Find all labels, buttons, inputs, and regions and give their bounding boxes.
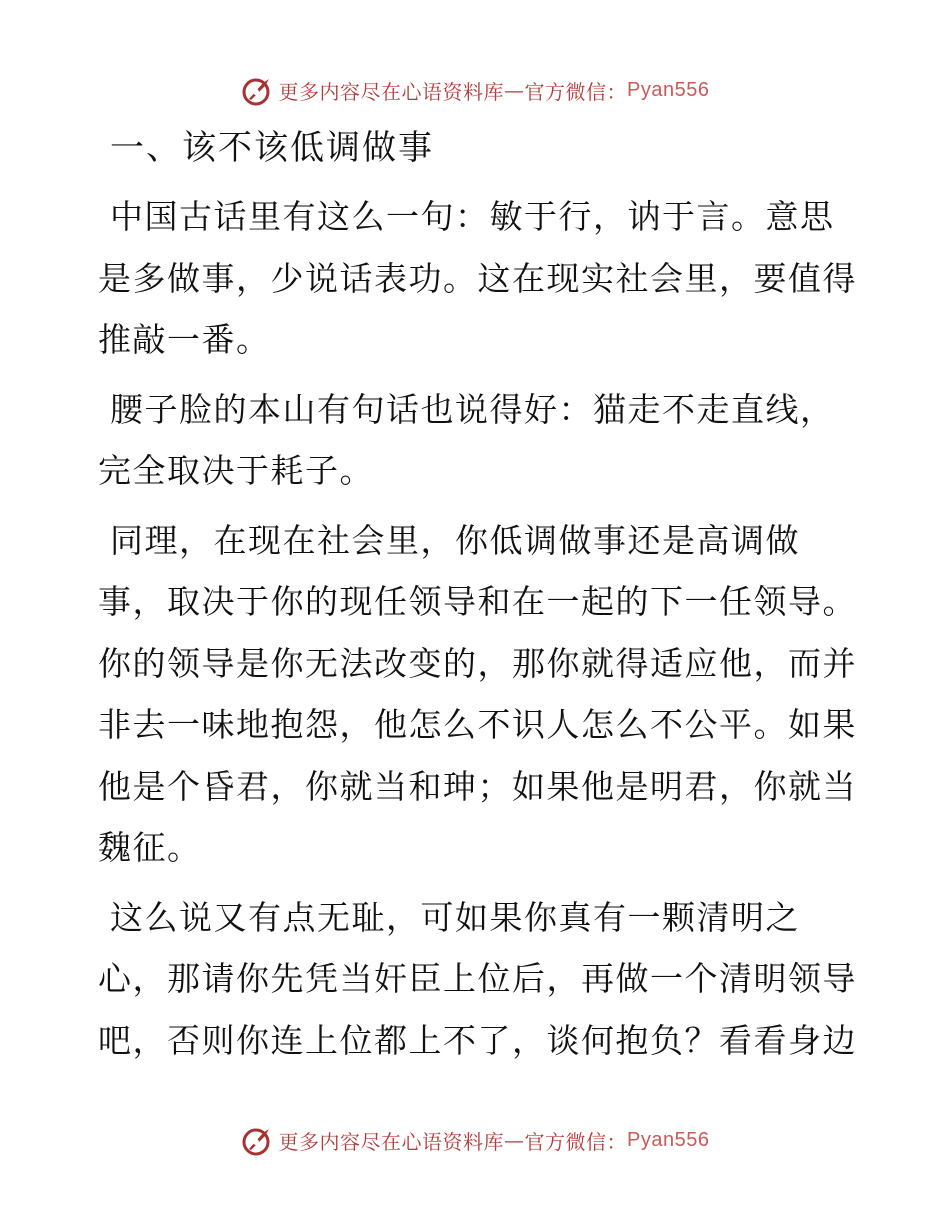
banner-dash: — [504,78,525,102]
paragraph-1 [98,186,858,371]
paragraph-4 [98,887,858,1072]
paragraph-line: 非去一味地抱怨，他怎么不识人怎么不公平。如果 [98,705,857,744]
paragraph-2 [98,379,858,502]
paragraph-line: 他是个昏君，你就当和珅；如果他是明君，你就当 [98,766,857,806]
paragraph-line: 心，那请你先凭当奸臣上位后，再做一个清明领导 [98,959,857,998]
banner-lead-text: 更多内容尽在心语资料库 [278,79,505,104]
banner-wechat-label: 官方微信： [524,1129,628,1154]
paragraph-line: 同理，在现在社会里，你低调做事还是高调做 [110,520,800,560]
pen-nib-circle-icon [241,1123,275,1157]
paragraph-3 [98,510,858,879]
banner-wechat-id: Pyan556 [627,78,710,101]
pen-nib-circle-icon [241,73,275,107]
paragraph-line: 事，取决于你的现任领导和在一起的下一任领导。 [98,582,857,621]
banner-dash: — [504,1128,525,1152]
footer-banner [0,1120,950,1160]
paragraph-line: 完全取决于耗子。 [98,451,374,490]
paragraph-line: 吧，否则你连上位都上不了，谈何抱负？看看身边 [98,1020,857,1060]
header-banner [0,70,950,110]
banner-lead-text: 更多内容尽在心语资料库 [278,1129,505,1154]
banner-wechat-id: Pyan556 [627,1128,710,1151]
paragraph-line: 中国古话里有这么一句：敏于行，讷于言。意思 [110,197,835,236]
banner-wechat-label: 官方微信： [524,79,628,104]
paragraph-line: 推敲一番。 [98,320,271,359]
paragraph-line: 魏征。 [98,828,202,867]
paragraph-line: 是多做事，少说话表功。这在现实社会里，要值得 [98,258,857,298]
section-heading: 一、该不该低调做事 [110,128,434,168]
paragraph-line: 你的领导是你无法改变的，那你就得适应他，而并 [98,643,857,683]
paragraph-line: 腰子脸的本山有句话也说得好：猫走不走直线， [110,389,835,429]
paragraph-line: 这么说又有点无耻，可如果你真有一颗清明之 [110,897,800,937]
document-body [98,122,858,1079]
